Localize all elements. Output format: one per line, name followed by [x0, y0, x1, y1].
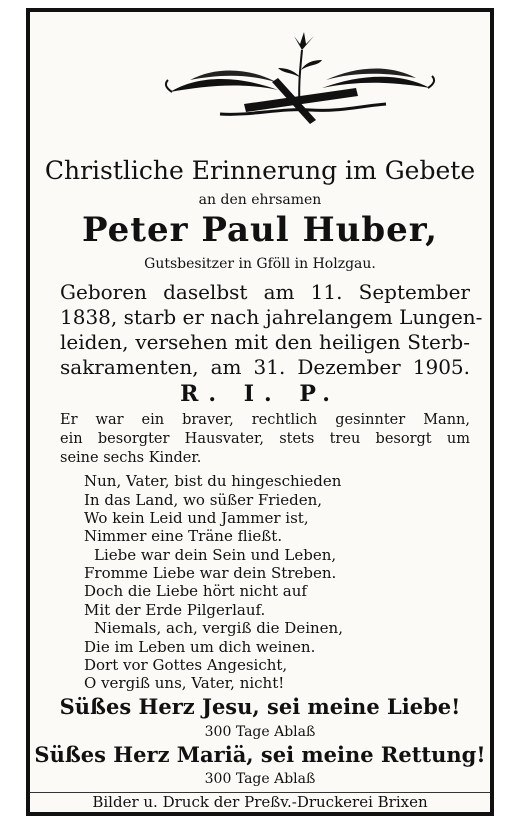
biography-line: Geboren daselbst am 11. September [60, 280, 470, 304]
description-line: ein besorgter Hausvater, stets treu besorgt um [60, 431, 470, 447]
card-subtitle: an den ehrsamen [198, 192, 322, 208]
biography-line: leiden, versehen mit den heiligen Sterb- [60, 330, 470, 354]
poem-line: In das Land, wo süßer Frieden, [84, 491, 323, 509]
indulgence-note: 300 Tage Ablaß [204, 771, 316, 787]
poem-line: Dort vor Gottes Angesicht, [84, 656, 288, 674]
memorial-card [26, 8, 494, 816]
biography-line: sakramenten, am 31. Dezember 1905. [60, 355, 470, 379]
poem-line: Fromme Liebe war dein Streben. [84, 564, 337, 582]
poem-line: Mit der Erde Pilgerlauf. [84, 601, 266, 619]
poem-line: Nun, Vater, bist du hingeschieden [84, 472, 342, 490]
deceased-name: Peter Paul Huber, [81, 210, 439, 250]
rip-heading: R. I. P. [180, 381, 340, 407]
poem-line: Niemals, ach, vergiß die Deinen, [94, 619, 343, 637]
description-line: Er war ein braver, rechtlich gesinnter Mann, [60, 412, 470, 428]
poem-line: Nimmer eine Träne fließt. [84, 527, 283, 545]
indulgence-note: 300 Tage Ablaß [204, 724, 316, 740]
description-line: seine sechs Kinder. [60, 450, 202, 466]
prayer-jesus: Süßes Herz Jesu, sei meine Liebe! [59, 694, 461, 719]
poem-line: O vergiß uns, Vater, nicht! [84, 674, 285, 692]
poem-line: Doch die Liebe hört nicht auf [84, 582, 307, 600]
poem-line: Wo kein Leid und Jammer ist, [84, 509, 309, 527]
biography-line: 1838, starb er nach jahrelangem Lungen- [60, 305, 483, 329]
occupation-line: Gutsbesitzer in Gföll in Holzgau. [144, 256, 376, 272]
card-title: Christliche Erinnerung im Gebete [44, 156, 476, 185]
prayer-maria: Süßes Herz Mariä, sei meine Rettung! [34, 742, 486, 767]
poem-line: Die im Leben um dich weinen. [84, 638, 316, 656]
lily-cross-ornament [160, 30, 440, 128]
poem-line: Liebe war dein Sein und Leben, [94, 546, 337, 564]
printer-imprint: Bilder u. Druck der Preßv.-Druckerei Brixen [92, 793, 428, 811]
